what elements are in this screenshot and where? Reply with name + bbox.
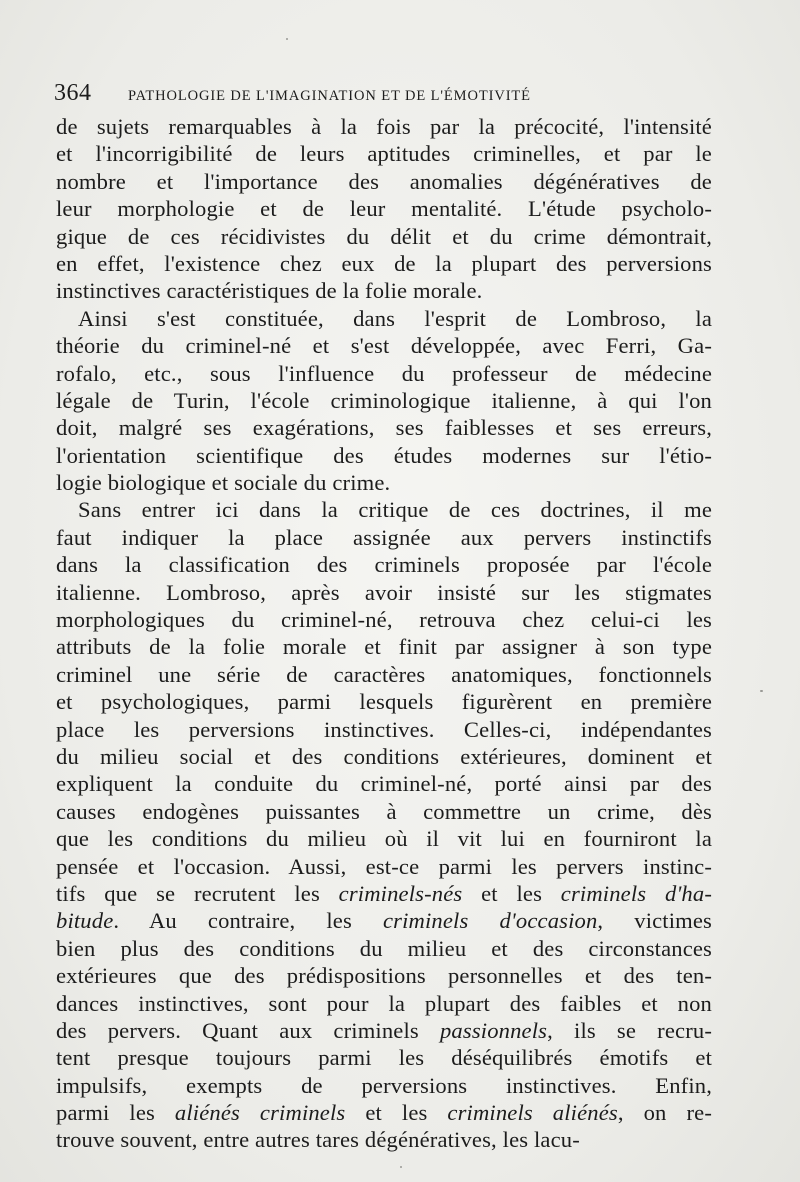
text-run: tifs que se recrutent les [56,880,339,906]
text-line [56,1126,712,1153]
page-header [54,80,744,106]
paper-speck [760,690,763,692]
text-run: causes endogènes puissantes à commettre un crime, dès [56,798,712,824]
text-line [56,305,712,332]
text-line [56,1017,712,1044]
text-run: et les [462,880,561,906]
italic-text: bitude [56,908,114,934]
text-line [56,113,712,140]
text-line [56,360,712,387]
text-run: théorie du criminel-né et s'est développée, avec Ferri, Ga- [56,333,712,359]
text-run: dans la classification des criminels proposée par l'école [56,552,712,578]
text-run: légale de Turin, l'école criminologique italienne, à qui l'on [56,387,712,413]
text-line [56,825,712,852]
text-run: rofalo, etc., sous l'influence du professeur de médecine [56,360,712,386]
text-line [56,743,712,770]
text-line [56,414,712,441]
text-line [56,907,712,934]
text-line [56,661,712,688]
text-line [56,168,712,195]
italic-text: aliénés criminels [174,1100,346,1126]
text-line [56,496,712,523]
page-number: 364 [54,80,92,106]
paragraph [56,496,712,1153]
text-line [56,524,712,551]
text-run: du milieu social et des conditions extérieures, dominent et [56,743,712,769]
text-run: morphologiques du criminel-né, retrouva chez celui-ci les [56,607,712,633]
text-line [56,140,712,167]
text-line [56,716,712,743]
paper-speck [400,1166,402,1168]
text-line [56,195,712,222]
text-line [56,469,712,496]
text-run: des pervers. Quant aux criminels [56,1017,440,1043]
text-run: gique de ces récidivistes du délit et du crime démontrait, [56,223,712,249]
text-run: Sans entrer ici dans la critique de ces doctrines, il me [78,497,712,523]
text-line [56,606,712,633]
text-run: dances instinctives, sont pour la plupart des faibles et non [56,990,712,1016]
paper-speck [286,38,288,40]
text-line [56,633,712,660]
italic-text: criminels d'occasion [382,908,598,934]
text-run: criminel une série de caractères anatomiques, fonctionnels [56,661,712,687]
text-run: logie biologique et sociale du crime. [56,470,391,496]
text-run: bien plus des conditions du milieu et des circonstances [56,935,712,961]
text-line [56,798,712,825]
text-run: faut indiquer la place assignée aux pervers instinctifs [56,524,712,550]
text-run: et psychologiques, parmi lesquels figurèrent en première [56,689,712,715]
italic-text: passionnels [439,1017,548,1043]
text-line [56,277,712,304]
text-run: attributs de la folie morale et finit par assigner à son type [56,634,712,660]
text-run: pensée et l'occasion. Aussi, est-ce parmi les pervers instinc- [56,853,712,879]
text-line [56,387,712,414]
text-line [56,935,712,962]
text-line [56,223,712,250]
text-run: l'orientation scientifique des études modernes sur l'étio- [56,442,712,468]
text-line [56,990,712,1017]
text-line [56,853,712,880]
text-run: . Au contraire, les [113,908,383,934]
text-run: instinctives caractéristiques de la folie morale. [56,278,483,304]
text-line [56,880,712,907]
text-run: extérieures que des prédispositions personnelles et des ten- [56,963,712,989]
text-run: doit, malgré ses exagérations, ses faiblesses et ses erreurs, [56,415,712,441]
text-run: et les [345,1100,448,1126]
text-run: leur morphologie et de leur mentalité. L'étude psycholo- [56,196,712,222]
text-line [56,688,712,715]
text-line [56,442,712,469]
text-line [56,1099,712,1126]
text-run: , ils se recru- [547,1017,712,1043]
text-run: en effet, l'existence chez eux de la plupart des perversions [56,250,712,276]
text-line [56,332,712,359]
text-run: et l'incorrigibilité de leurs aptitudes criminelles, et par le [56,141,712,167]
text-line [56,551,712,578]
text-run: , on re- [617,1100,712,1126]
paragraph [56,113,712,305]
text-run: Ainsi s'est constituée, dans l'esprit de Lombroso, la [78,305,712,331]
text-run: italienne. Lombroso, après avoir insisté sur les stigmates [56,579,712,605]
text-run: tent presque toujours parmi les déséquilibrés émotifs et [56,1045,712,1071]
italic-text: criminels d'ha- [560,880,712,906]
text-run: expliquent la conduite du criminel-né, porté ainsi par des [56,771,712,797]
text-line [56,962,712,989]
text-run: parmi les [56,1100,175,1126]
text-line [56,1044,712,1071]
text-line [56,1072,712,1099]
running-head: PATHOLOGIE DE L'IMAGINATION ET DE L'ÉMOTIVITÉ [128,88,531,104]
text-run: trouve souvent, entre autres tares dégénératives, les lacu- [56,1127,580,1153]
text-line [56,770,712,797]
italic-text: criminels-nés [338,880,463,906]
text-run: impulsifs, exempts de perversions instinctives. Enfin, [56,1072,712,1098]
text-run: nombre et l'importance des anomalies dégénératives de [56,168,712,194]
text-run: que les conditions du milieu où il vit lui en fourniront la [56,826,712,852]
text-run: de sujets remarquables à la fois par la précocité, l'intensité [56,114,712,139]
text-run: place les perversions instinctives. Celles-ci, indépendantes [56,716,712,742]
text-line [56,250,712,277]
paragraph [56,305,712,497]
text-line [56,579,712,606]
body-text [56,113,712,1154]
italic-text: criminels aliénés [447,1100,618,1126]
text-run: , victimes [597,908,712,934]
